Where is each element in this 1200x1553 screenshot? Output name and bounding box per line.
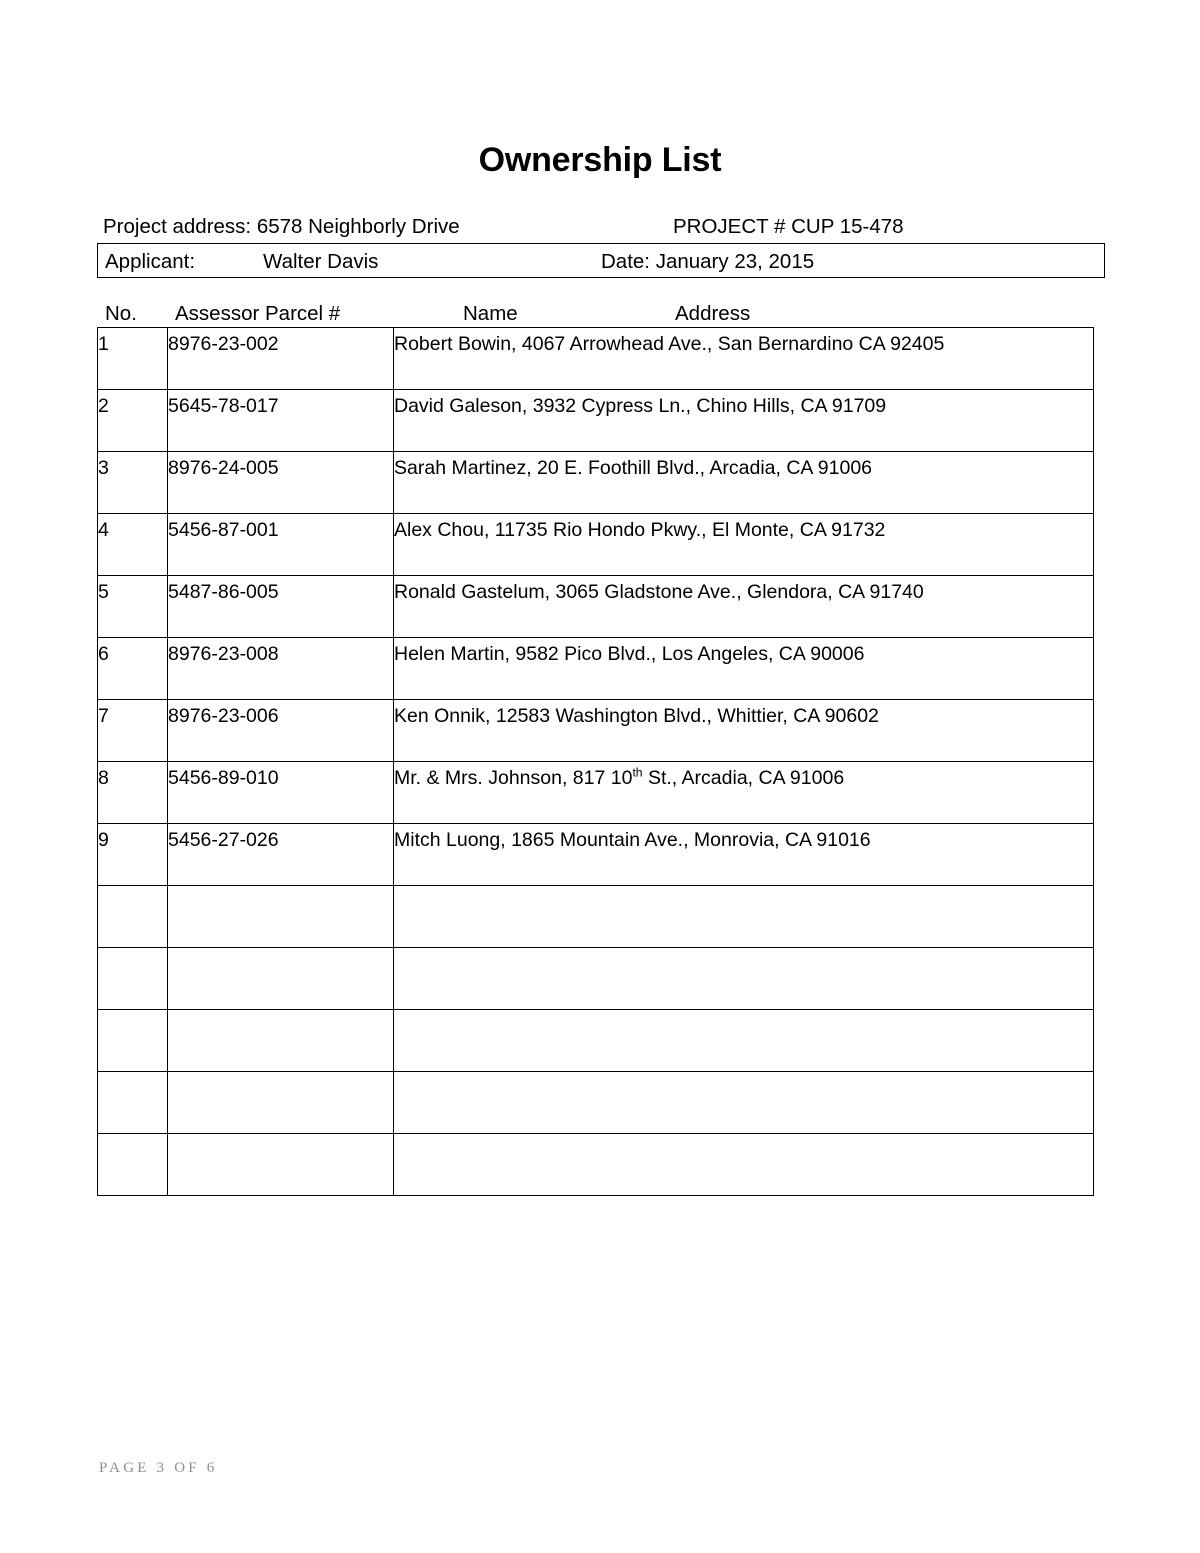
ownership-table-body xyxy=(98,328,1094,1196)
table-row xyxy=(98,576,1094,638)
cell-address: Helen Martin, 9582 Pico Blvd., Los Angeles, CA 90006 xyxy=(394,638,1094,700)
cell-no: 5 xyxy=(98,576,168,638)
cell-parcel xyxy=(168,886,394,948)
cell-address: Robert Bowin, 4067 Arrowhead Ave., San Bernardino CA 92405 xyxy=(394,328,1094,390)
cell-parcel xyxy=(168,1010,394,1072)
column-header-no: No. xyxy=(105,302,137,325)
table-row xyxy=(98,762,1094,824)
cell-parcel: 5456-89-010 xyxy=(168,762,394,824)
cell-parcel: 5487-86-005 xyxy=(168,576,394,638)
page-footer: PAGE 3 OF 6 xyxy=(99,1460,218,1476)
date-text: Date: January 23, 2015 xyxy=(601,250,815,273)
cell-no: 1 xyxy=(98,328,168,390)
cell-no: 2 xyxy=(98,390,168,452)
cell-parcel: 8976-23-006 xyxy=(168,700,394,762)
applicant-row xyxy=(97,243,1105,278)
cell-address: Sarah Martinez, 20 E. Foothill Blvd., Arcadia, CA 91006 xyxy=(394,452,1094,514)
table-row xyxy=(98,1134,1094,1196)
cell-no: 3 xyxy=(98,452,168,514)
table-row xyxy=(98,824,1094,886)
cell-parcel: 5456-87-001 xyxy=(168,514,394,576)
cell-parcel xyxy=(168,1072,394,1134)
table-row xyxy=(98,1072,1094,1134)
cell-parcel: 8976-24-005 xyxy=(168,452,394,514)
cell-no xyxy=(98,1134,168,1196)
table-row xyxy=(98,328,1094,390)
project-address-row xyxy=(97,210,1105,243)
cell-parcel xyxy=(168,948,394,1010)
ordinal-suffix: th xyxy=(632,765,643,780)
cell-address xyxy=(394,948,1094,1010)
table-row xyxy=(98,700,1094,762)
cell-no xyxy=(98,948,168,1010)
applicant-name: Walter Davis xyxy=(263,250,379,273)
cell-no: 9 xyxy=(98,824,168,886)
cell-address: Ken Onnik, 12583 Washington Blvd., Whittier, CA 90602 xyxy=(394,700,1094,762)
page-title: Ownership List xyxy=(478,141,722,179)
table-row xyxy=(98,452,1094,514)
table-row xyxy=(98,886,1094,948)
ownership-table xyxy=(97,327,1094,1196)
cell-parcel: 5645-78-017 xyxy=(168,390,394,452)
table-column-headers xyxy=(97,300,1105,327)
cell-no xyxy=(98,1072,168,1134)
cell-address: Ronald Gastelum, 3065 Gladstone Ave., Glendora, CA 91740 xyxy=(394,576,1094,638)
table-row xyxy=(98,638,1094,700)
cell-address: Mitch Luong, 1865 Mountain Ave., Monrovia, CA 91016 xyxy=(394,824,1094,886)
cell-address xyxy=(394,1072,1094,1134)
cell-parcel xyxy=(168,1134,394,1196)
project-info-block xyxy=(97,210,1105,278)
applicant-label: Applicant: xyxy=(105,250,196,273)
column-header-name: Name xyxy=(463,302,518,325)
cell-address xyxy=(394,1010,1094,1072)
table-row xyxy=(98,390,1094,452)
cell-address: Alex Chou, 11735 Rio Hondo Pkwy., El Monte, CA 91732 xyxy=(394,514,1094,576)
cell-no: 4 xyxy=(98,514,168,576)
table-row xyxy=(98,948,1094,1010)
cell-address xyxy=(394,886,1094,948)
cell-no: 6 xyxy=(98,638,168,700)
cell-parcel: 8976-23-002 xyxy=(168,328,394,390)
table-row xyxy=(98,514,1094,576)
column-header-parcel: Assessor Parcel # xyxy=(175,302,341,325)
cell-address: David Galeson, 3932 Cypress Ln., Chino Hills, CA 91709 xyxy=(394,390,1094,452)
project-number-text: PROJECT # CUP 15-478 xyxy=(673,215,904,238)
cell-address xyxy=(394,1134,1094,1196)
cell-address: Mr. & Mrs. Johnson, 817 10th St., Arcadia, CA 91006 xyxy=(394,762,1094,824)
cell-no: 8 xyxy=(98,762,168,824)
cell-no xyxy=(98,1010,168,1072)
column-header-address: Address xyxy=(675,302,751,325)
cell-no: 7 xyxy=(98,700,168,762)
cell-no xyxy=(98,886,168,948)
cell-parcel: 8976-23-008 xyxy=(168,638,394,700)
table-row xyxy=(98,1010,1094,1072)
project-address-text: Project address: 6578 Neighborly Drive xyxy=(103,215,460,238)
cell-parcel: 5456-27-026 xyxy=(168,824,394,886)
